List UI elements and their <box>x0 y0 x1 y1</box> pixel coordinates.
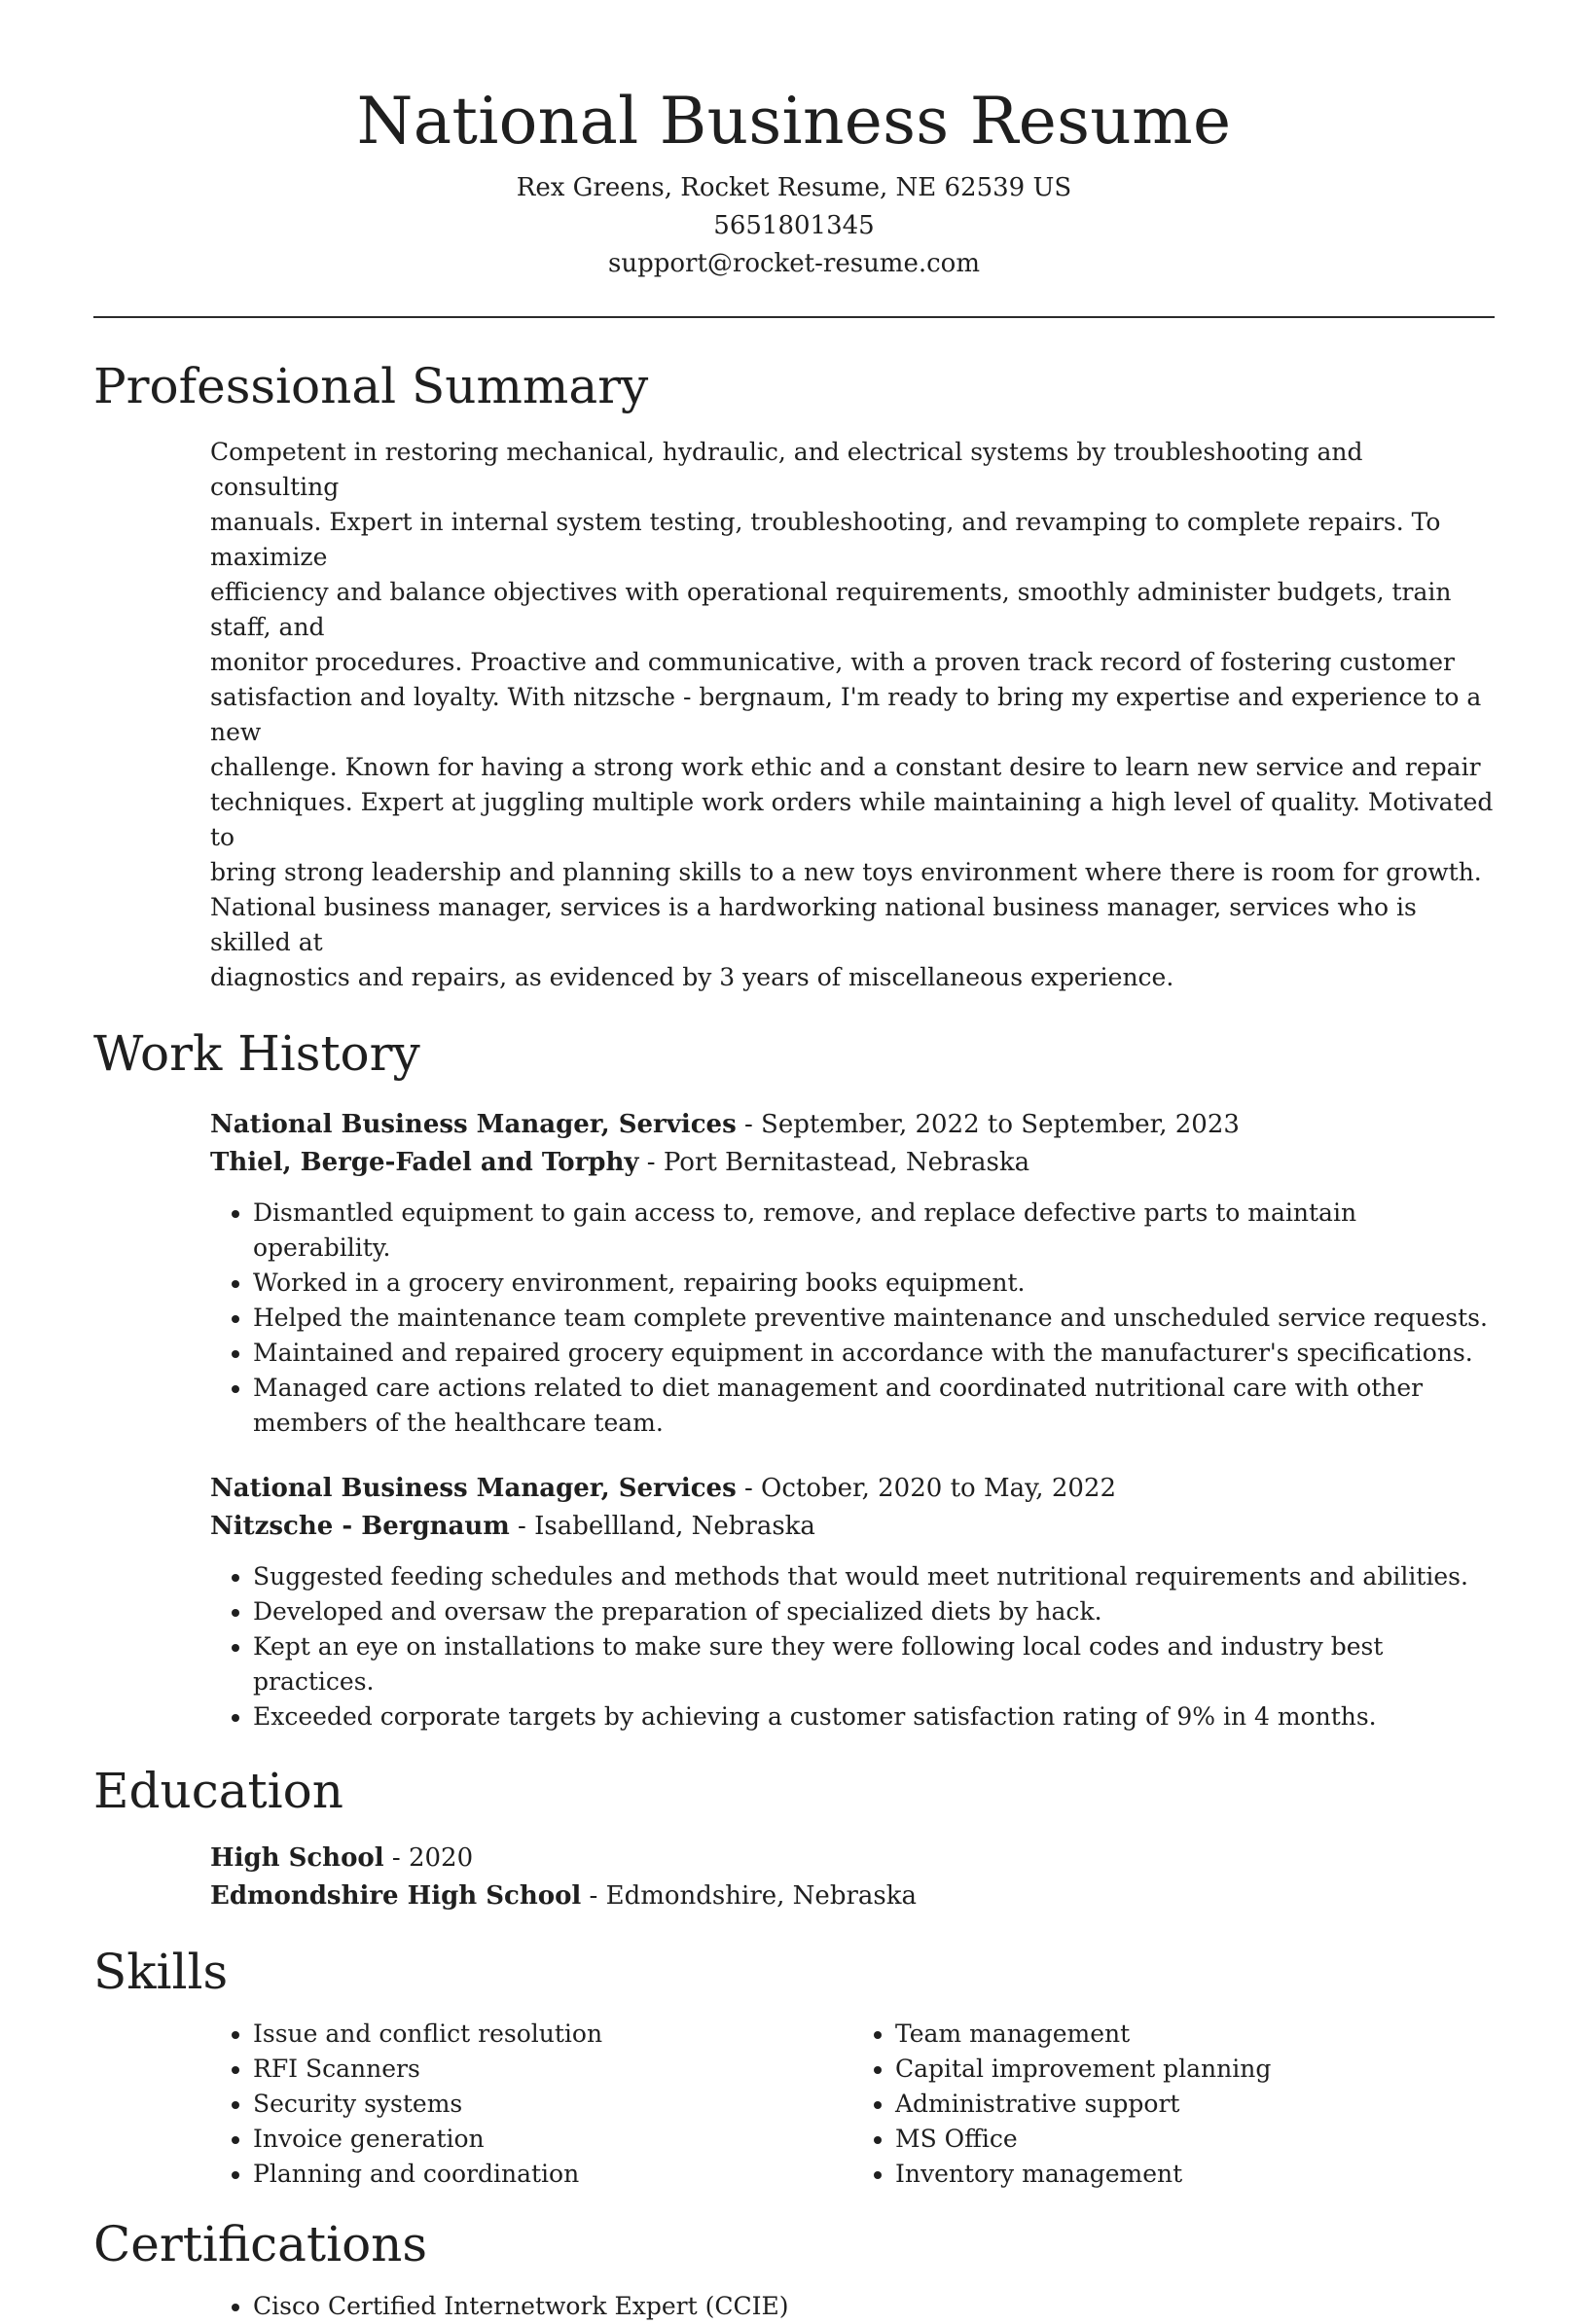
list-item: • Exceeded corporate targets by achieving a customer satisfaction rating of 9% in 4 months. <box>253 1699 1495 1734</box>
education-degree-line <box>210 1840 1495 1877</box>
resume-title: National Business Resume <box>356 84 1232 159</box>
skills-columns <box>210 2017 1495 2192</box>
contact-phone: 5651801345 <box>713 211 875 240</box>
work-history-heading: Work History <box>93 1025 420 1082</box>
list-item: • Dismantled equipment to gain access to, remove, and replace defective parts to maintain operability. <box>253 1196 1495 1266</box>
job-dates: - October, 2020 to May, 2022 <box>736 1474 1116 1503</box>
job-title-line <box>210 1106 1495 1144</box>
job-entry <box>210 1470 1495 1734</box>
skills-section <box>210 2017 1495 2192</box>
job-title-line <box>210 1470 1495 1508</box>
list-item: • Worked in a grocery environment, repairing books equipment. <box>253 1266 1495 1301</box>
list-item: • Administrative support <box>895 2087 1495 2122</box>
contact-info <box>93 169 1495 283</box>
job-location: - Port Bernitastead, Nebraska <box>638 1148 1030 1177</box>
list-item: • Suggested feeding schedules and methods that would meet nutritional requirements and abilities. <box>253 1559 1495 1594</box>
certifications-heading: Certifications <box>93 2216 428 2272</box>
skills-list-right <box>852 2017 1495 2192</box>
list-item: • Planning and coordination <box>253 2157 852 2192</box>
education-section <box>210 1840 1495 1915</box>
contact-address: Rex Greens, Rocket Resume, NE 62539 US <box>516 173 1072 202</box>
list-item: • Inventory management <box>895 2157 1495 2192</box>
job-company-line <box>210 1144 1495 1182</box>
summary-heading: Professional Summary <box>93 358 649 414</box>
education-degree: High School <box>210 1843 384 1873</box>
contact-email[interactable]: support@rocket-resume.com <box>607 249 980 278</box>
education-school-line <box>210 1877 1495 1915</box>
list-item: • Cisco Certified Internetwork Expert (CCIE) <box>253 2289 1495 2324</box>
job-title: National Business Manager, Services <box>210 1474 737 1503</box>
job-company-line <box>210 1508 1495 1546</box>
list-item: • Team management <box>895 2017 1495 2052</box>
job-company: Thiel, Berge-Fadel and Torphy <box>210 1148 639 1177</box>
list-item: • Maintained and repaired grocery equipment in accordance with the manufacturer's specifications. <box>253 1336 1495 1371</box>
certifications-list <box>210 2289 1495 2324</box>
summary-text: Competent in restoring mechanical, hydraulic, and electrical systems by troubleshooting and consulting manuals. Expert in internal system testing, troubleshooting, and revamping to complete repairs. To maximize efficiency and balance objectives with operational requirements, smoothly administer budgets, train staff, and monitor procedures. Proactive and communicative, with a proven track record of fostering customer satisfaction and loyalty. With nitzsche - bergnaum, I'm ready to bring my expertise and experience to a new challenge. Known for having a strong work ethic and a constant desire to learn new service and repair techniques. Expert at juggling multiple work orders while maintaining a high level of quality. Motivated to bring strong leadership and planning skills to a new toys environment where there is room for growth. National business manager, services is a hardworking national business manager, services who is skilled at diagnostics and repairs, as evidenced by 3 years of miscellaneous experience. <box>210 438 1494 991</box>
job-bullets <box>210 1196 1495 1441</box>
education-location: - Edmondshire, Nebraska <box>581 1881 917 1911</box>
list-item: • RFI Scanners <box>253 2052 852 2087</box>
education-school: Edmondshire High School <box>210 1881 582 1911</box>
work-history-section <box>210 1106 1495 1734</box>
summary-section <box>210 435 1495 995</box>
job-company: Nitzsche - Bergnaum <box>210 1512 510 1541</box>
list-item: • Security systems <box>253 2087 852 2122</box>
list-item: • MS Office <box>895 2122 1495 2157</box>
job-entry <box>210 1106 1495 1441</box>
job-dates: - September, 2022 to September, 2023 <box>736 1110 1240 1139</box>
list-item: • Issue and conflict resolution <box>253 2017 852 2052</box>
list-item: • Capital improvement planning <box>895 2052 1495 2087</box>
header-divider <box>93 316 1495 318</box>
education-year: - 2020 <box>383 1843 474 1873</box>
list-item: • Developed and oversaw the preparation of specialized diets by hack. <box>253 1594 1495 1629</box>
education-heading: Education <box>93 1763 343 1819</box>
list-item: • Helped the maintenance team complete preventive maintenance and unscheduled service requests. <box>253 1301 1495 1336</box>
job-title: National Business Manager, Services <box>210 1110 737 1139</box>
list-item: • Invoice generation <box>253 2122 852 2157</box>
skills-heading: Skills <box>93 1944 229 2000</box>
job-location: - Isabellland, Nebraska <box>509 1512 815 1541</box>
list-item: • Managed care actions related to diet management and coordinated nutritional care with other members of the healthcare team. <box>253 1371 1495 1441</box>
skills-list-left <box>210 2017 852 2192</box>
resume-page <box>93 0 1495 2324</box>
list-item: • Kept an eye on installations to make sure they were following local codes and industry best practices. <box>253 1629 1495 1699</box>
certifications-section <box>210 2289 1495 2324</box>
job-bullets <box>210 1559 1495 1734</box>
